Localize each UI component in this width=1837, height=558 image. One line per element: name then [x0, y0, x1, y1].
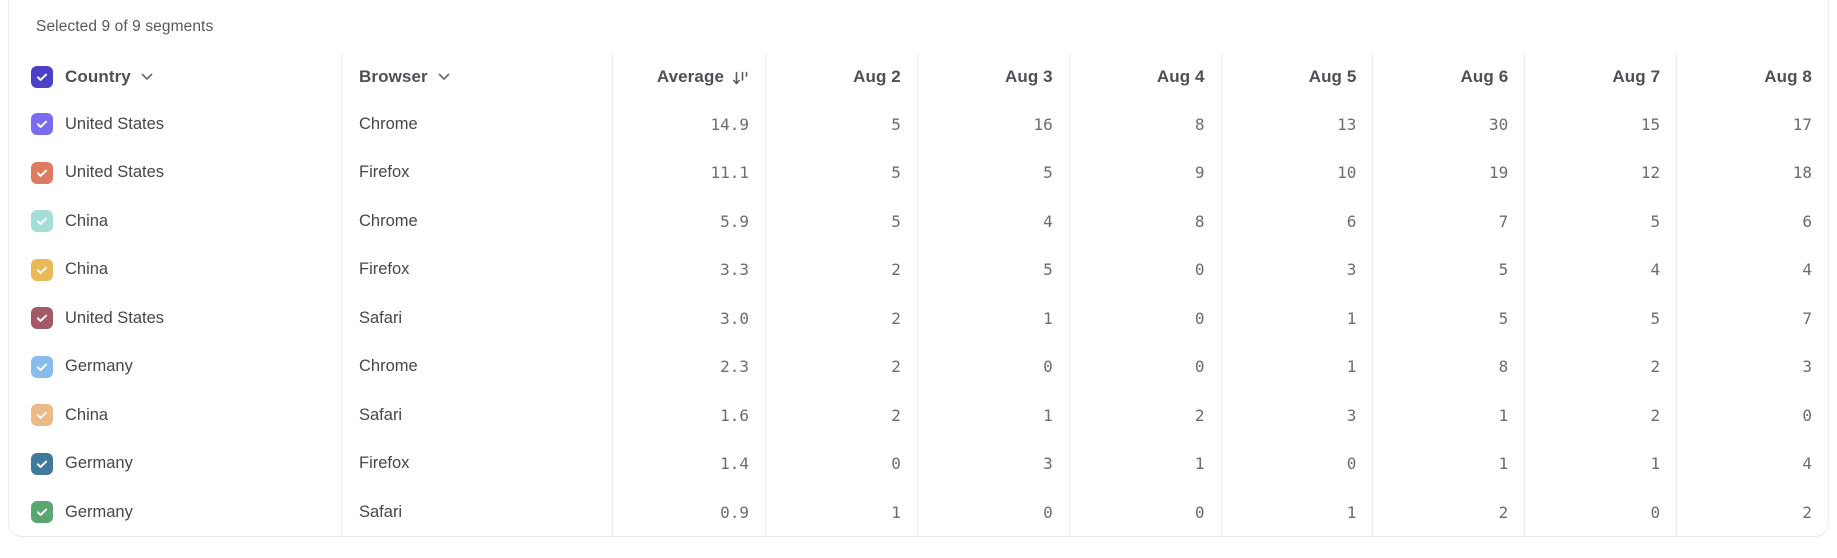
- data-value: 2: [1802, 502, 1812, 522]
- data-value: 5: [1498, 260, 1509, 280]
- browser-value: Chrome: [359, 211, 418, 230]
- data-value: 1: [891, 502, 901, 522]
- table-header-row: [9, 54, 1828, 100]
- table-row[interactable]: [9, 343, 1828, 392]
- segment-cell: [9, 149, 341, 198]
- check-icon: [35, 408, 49, 422]
- table-row[interactable]: [9, 100, 1828, 149]
- data-value: 5: [1043, 260, 1053, 280]
- browser-header-label: Browser: [359, 67, 428, 86]
- average-value: 1.4: [720, 454, 749, 474]
- check-icon: [35, 311, 49, 325]
- table-row[interactable]: [9, 246, 1828, 295]
- data-value: 0: [1043, 502, 1053, 522]
- row-checkbox[interactable]: [31, 404, 53, 426]
- data-value: 2: [1498, 502, 1509, 522]
- data-value: 5: [1650, 308, 1661, 328]
- table-row[interactable]: [9, 149, 1828, 198]
- date-column-header[interactable]: Aug 2: [765, 54, 917, 100]
- segment-cell: [9, 343, 341, 392]
- data-value: 8: [1194, 211, 1205, 231]
- data-value: 1: [1498, 405, 1509, 425]
- data-value: 5: [1043, 163, 1053, 183]
- data-value: 19: [1489, 163, 1509, 183]
- segment-cell: [9, 246, 341, 295]
- browser-value: Chrome: [359, 357, 418, 376]
- row-checkbox[interactable]: [31, 307, 53, 329]
- check-icon: [35, 214, 49, 228]
- table-row[interactable]: [9, 488, 1828, 537]
- data-value: 5: [891, 114, 901, 134]
- segment-cell: [9, 100, 341, 149]
- data-value: 0: [1043, 357, 1053, 377]
- sort-descending-icon[interactable]: [732, 70, 749, 87]
- check-icon: [35, 360, 49, 374]
- date-column-header[interactable]: Aug 5: [1221, 54, 1373, 100]
- data-value: 5: [891, 211, 901, 231]
- data-value: 9: [1194, 163, 1205, 183]
- average-value: 1.6: [720, 405, 749, 425]
- data-value: 0: [1346, 454, 1357, 474]
- browser-value: Firefox: [359, 260, 410, 279]
- row-checkbox[interactable]: [31, 356, 53, 378]
- data-value: 4: [1802, 454, 1812, 474]
- country-value: United States: [65, 163, 165, 182]
- data-value: 2: [1650, 357, 1661, 377]
- data-value: 13: [1337, 114, 1357, 134]
- data-value: 0: [891, 454, 901, 474]
- data-value: 2: [891, 357, 901, 377]
- data-value: 6: [1802, 211, 1812, 231]
- data-value: 4: [1650, 260, 1661, 280]
- data-value: 1: [1043, 405, 1053, 425]
- data-value: 12: [1640, 163, 1661, 183]
- average-value: 5.9: [720, 211, 749, 231]
- date-column-header[interactable]: Aug 6: [1372, 54, 1524, 100]
- average-value: 2.3: [720, 357, 749, 377]
- data-value: 3: [1043, 454, 1053, 474]
- data-value: 17: [1792, 114, 1812, 134]
- segments-table-card: [8, 0, 1829, 537]
- check-icon: [35, 263, 49, 277]
- data-value: 8: [1498, 357, 1509, 377]
- data-value: 4: [1802, 260, 1812, 280]
- data-value: 0: [1802, 405, 1812, 425]
- data-value: 2: [1650, 405, 1661, 425]
- data-value: 1: [1346, 308, 1357, 328]
- selection-summary-text: Selected 9 of 9 segments: [36, 18, 214, 35]
- table-row[interactable]: [9, 391, 1828, 440]
- date-column-header[interactable]: Aug 7: [1524, 54, 1676, 100]
- country-value: China: [65, 405, 109, 424]
- row-checkbox[interactable]: [31, 113, 53, 135]
- data-value: 0: [1194, 357, 1205, 377]
- data-value: 6: [1346, 211, 1357, 231]
- data-value: 0: [1194, 260, 1205, 280]
- average-value: 11.1: [710, 163, 749, 183]
- data-value: 2: [891, 308, 901, 328]
- check-icon: [35, 70, 49, 84]
- data-value: 1: [1650, 454, 1661, 474]
- data-value: 0: [1194, 308, 1205, 328]
- segment-cell: [9, 488, 341, 537]
- data-value: 16: [1033, 114, 1053, 134]
- row-checkbox[interactable]: [31, 162, 53, 184]
- country-value: China: [65, 260, 109, 279]
- data-value: 2: [891, 260, 901, 280]
- segment-cell: [9, 391, 341, 440]
- data-value: 7: [1498, 211, 1509, 231]
- country-value: Germany: [65, 502, 133, 521]
- browser-value: Firefox: [359, 163, 410, 182]
- data-value: 1: [1043, 308, 1053, 328]
- country-value: United States: [65, 114, 165, 133]
- data-value: 1: [1346, 357, 1357, 377]
- table-row[interactable]: [9, 440, 1828, 489]
- data-value: 15: [1640, 114, 1661, 134]
- chevron-down-icon[interactable]: [438, 73, 450, 81]
- date-column-header[interactable]: Aug 3: [917, 54, 1069, 100]
- row-checkbox[interactable]: [31, 453, 53, 475]
- data-value: 18: [1792, 163, 1812, 183]
- row-checkbox[interactable]: [31, 259, 53, 281]
- row-checkbox[interactable]: [31, 501, 53, 523]
- data-value: 4: [1043, 211, 1053, 231]
- data-value: 3: [1346, 405, 1357, 425]
- browser-column-header[interactable]: [341, 54, 612, 100]
- data-value: 1: [1346, 502, 1357, 522]
- country-value: Germany: [65, 454, 133, 473]
- data-value: 5: [1498, 308, 1509, 328]
- data-value: 0: [1650, 502, 1661, 522]
- segment-cell: [9, 294, 341, 343]
- data-value: 3: [1802, 357, 1812, 377]
- data-value: 5: [1650, 211, 1661, 231]
- browser-value: Firefox: [359, 454, 410, 473]
- country-header-label: Country: [65, 67, 131, 86]
- row-checkbox[interactable]: [31, 210, 53, 232]
- average-header-label: Average: [656, 67, 724, 86]
- check-icon: [35, 457, 49, 471]
- data-value: 0: [1194, 502, 1205, 522]
- average-value: 14.9: [710, 114, 749, 134]
- table-row[interactable]: [9, 197, 1828, 246]
- chevron-down-icon[interactable]: [141, 73, 153, 81]
- check-icon: [35, 166, 49, 180]
- average-value: 0.9: [720, 502, 749, 522]
- average-column-header[interactable]: [612, 54, 765, 100]
- selection-summary: [9, 0, 1828, 54]
- table-row[interactable]: [9, 294, 1828, 343]
- segment-cell: [9, 440, 341, 489]
- data-value: 2: [1194, 405, 1205, 425]
- data-value: 1: [1194, 454, 1205, 474]
- browser-value: Safari: [359, 405, 403, 424]
- data-value: 30: [1489, 114, 1509, 134]
- date-column-header[interactable]: Aug 4: [1069, 54, 1221, 100]
- check-icon: [35, 505, 49, 519]
- average-value: 3.0: [720, 308, 749, 328]
- data-value: 8: [1194, 114, 1205, 134]
- browser-value: Chrome: [359, 114, 418, 133]
- country-value: China: [65, 211, 109, 230]
- data-value: 2: [891, 405, 901, 425]
- average-value: 3.3: [720, 260, 749, 280]
- browser-value: Safari: [359, 502, 403, 521]
- select-all-checkbox[interactable]: [31, 66, 53, 88]
- check-icon: [35, 117, 49, 131]
- data-value: 1: [1498, 454, 1509, 474]
- country-value: United States: [65, 308, 165, 327]
- data-value: 7: [1802, 308, 1812, 328]
- country-value: Germany: [65, 357, 133, 376]
- data-value: 10: [1337, 163, 1357, 183]
- segment-cell: [9, 197, 341, 246]
- country-column-header[interactable]: [9, 54, 341, 100]
- data-value: 5: [891, 163, 901, 183]
- browser-value: Safari: [359, 308, 403, 327]
- date-column-header[interactable]: Aug 8: [1676, 54, 1828, 100]
- data-value: 3: [1346, 260, 1357, 280]
